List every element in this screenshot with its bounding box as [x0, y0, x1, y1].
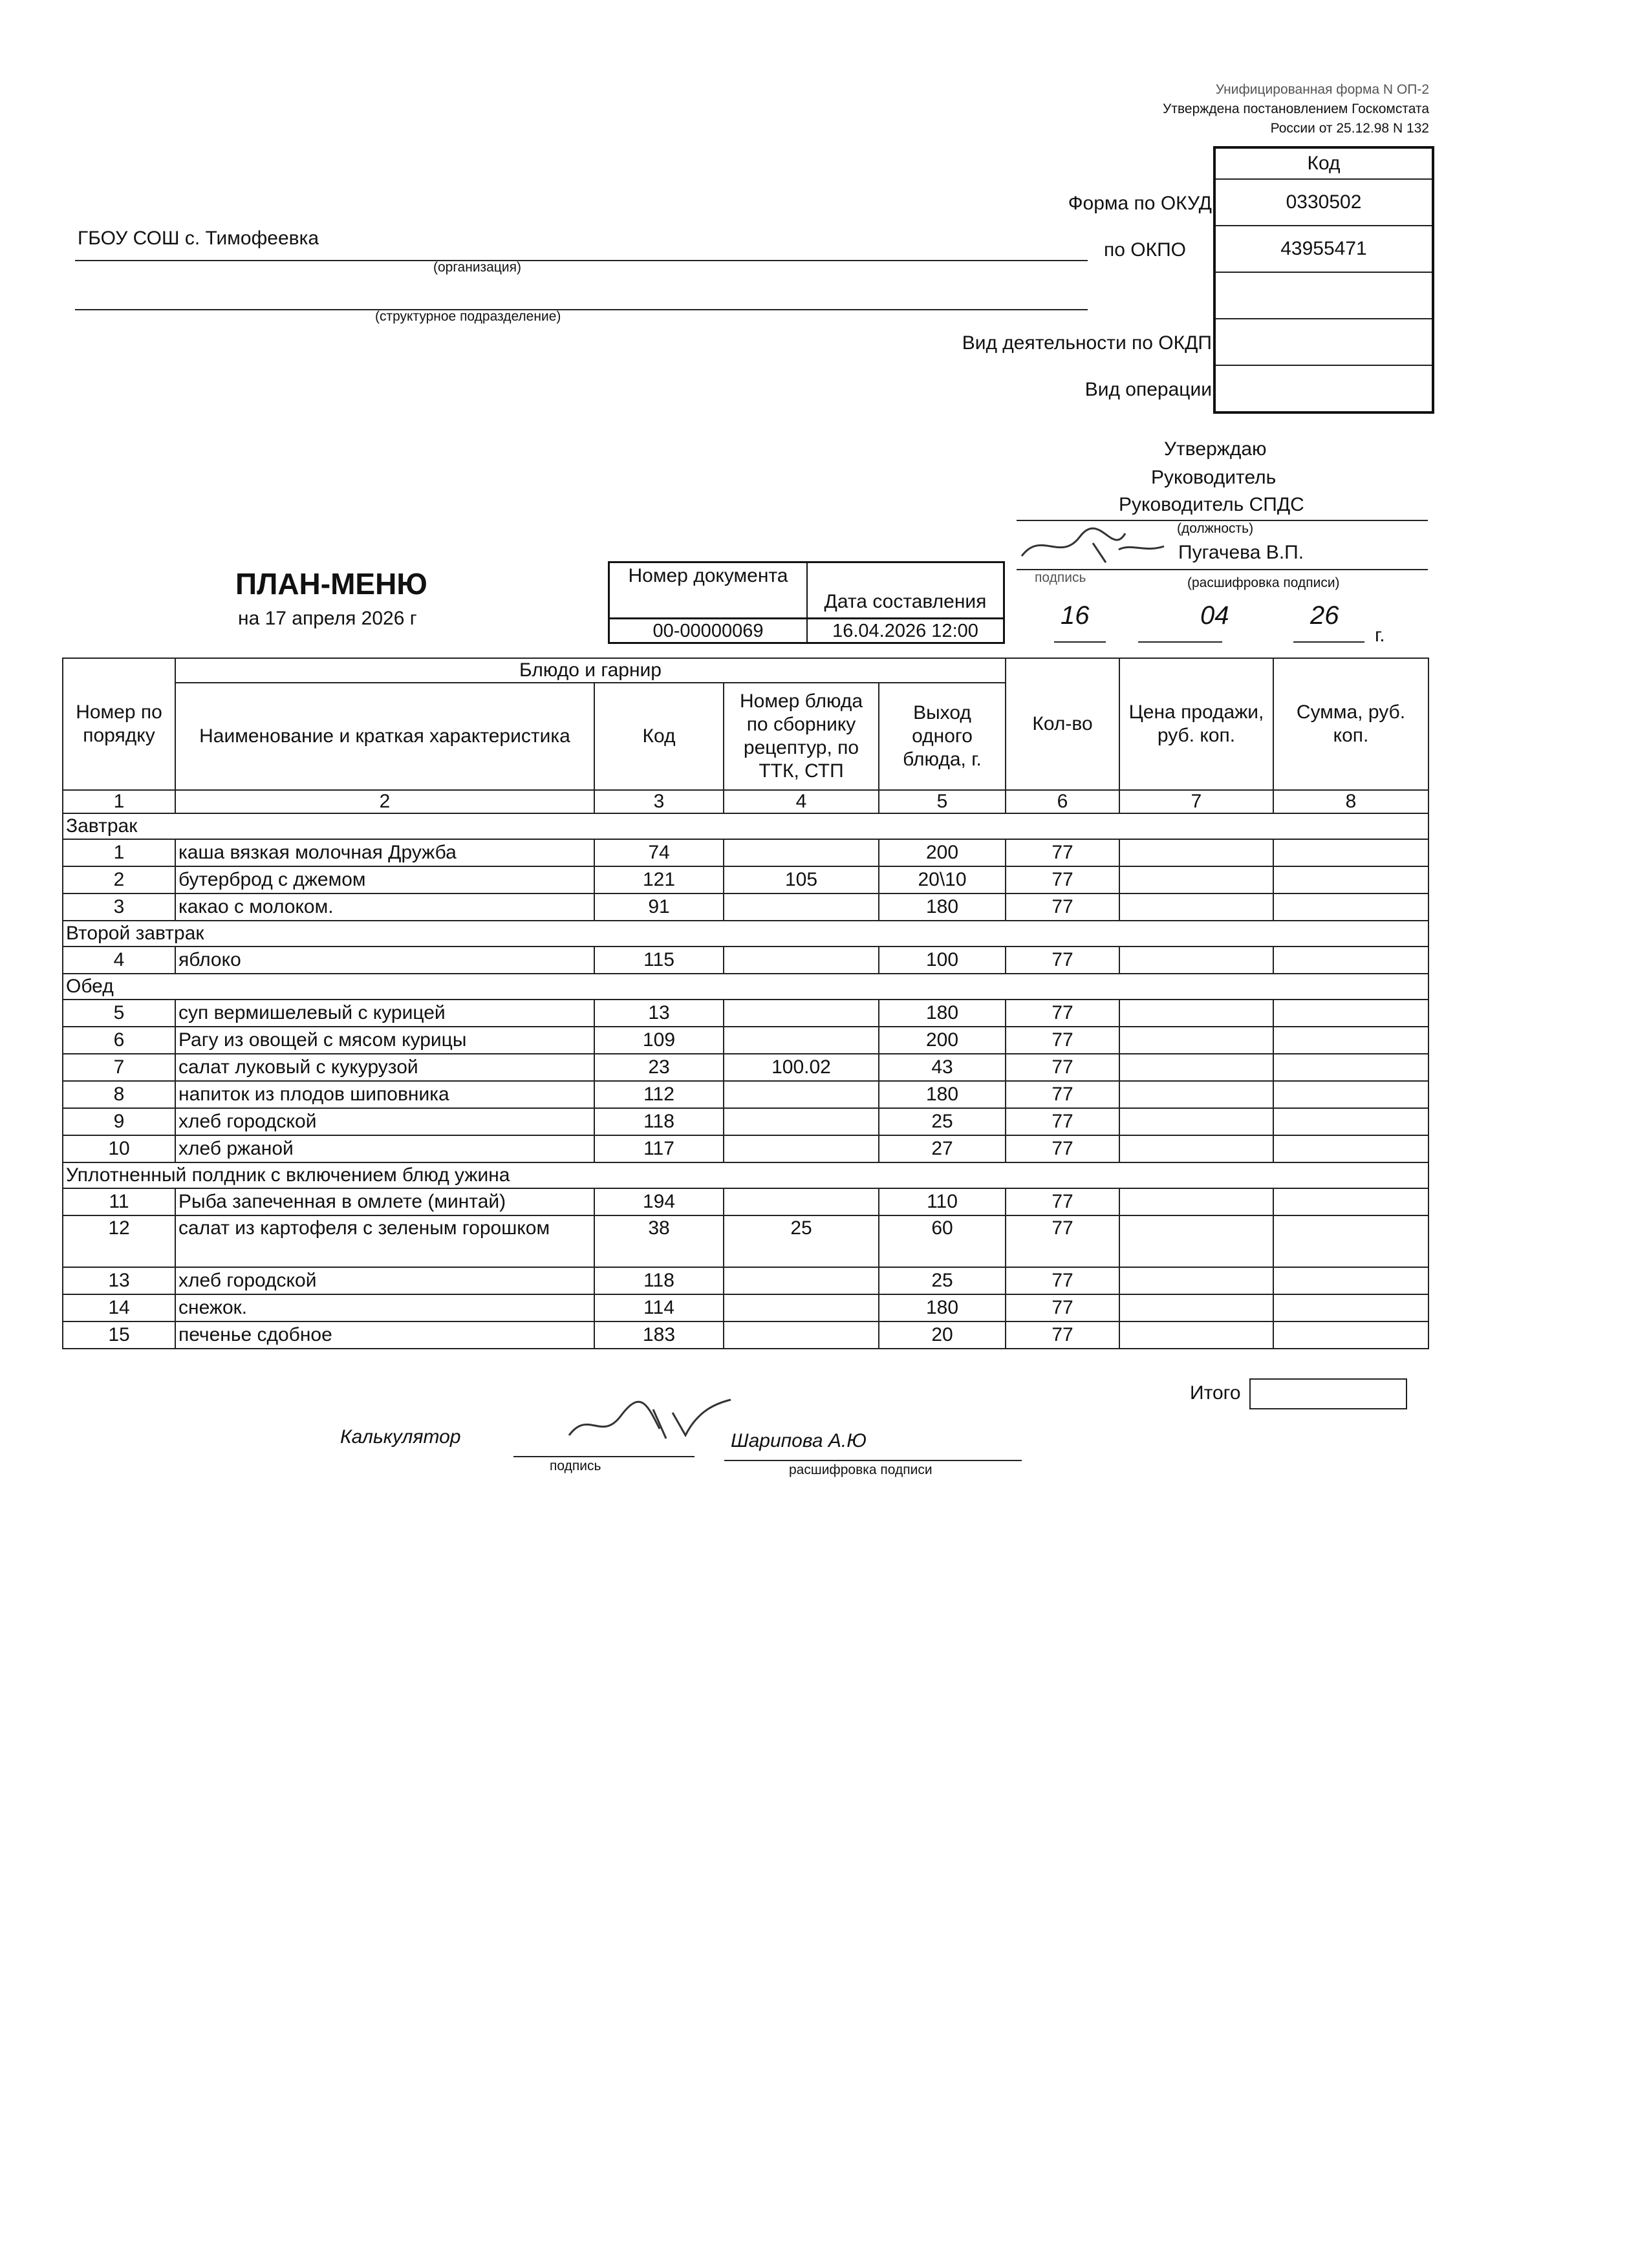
- sum-cell: [1273, 1135, 1428, 1162]
- recipe-number: 105: [724, 866, 879, 893]
- okdp-label: Вид деятельности по ОКДП: [962, 332, 1212, 354]
- column-index: 8: [1273, 790, 1428, 813]
- price-cell: [1119, 1081, 1273, 1108]
- recipe-number: [724, 1321, 879, 1349]
- price-cell: [1119, 1054, 1273, 1081]
- document-date-value: 16.04.2026 12:00: [808, 617, 1003, 644]
- dish-quantity: 77: [1006, 1081, 1119, 1108]
- approver-name: Пугачева В.П.: [1178, 542, 1304, 563]
- dish-yield: 20\10: [879, 866, 1006, 893]
- row-number: 2: [63, 866, 175, 893]
- approver-signature: [1015, 517, 1170, 569]
- section-title: Обед: [63, 974, 1428, 1000]
- table-row: [63, 1215, 1428, 1267]
- operation-code-cell: [1216, 365, 1432, 411]
- organization-name: ГБОУ СОШ с. Тимофеевка: [78, 228, 319, 249]
- column-index: 2: [175, 790, 594, 813]
- okud-code-value: 0330502: [1216, 178, 1432, 225]
- recipe-number: [724, 893, 879, 921]
- dish-name: суп вермишелевый с курицей: [175, 1000, 594, 1027]
- dish-yield: 25: [879, 1267, 1006, 1294]
- price-cell: [1119, 1108, 1273, 1135]
- col-sum-header: Сумма, руб. коп.: [1273, 658, 1428, 790]
- row-number: 5: [63, 1000, 175, 1027]
- column-index: 4: [724, 790, 879, 813]
- sum-cell: [1273, 1188, 1428, 1215]
- okpo-code-value: 43955471: [1216, 225, 1432, 272]
- table-row: [63, 866, 1428, 893]
- approve-label: Утверждаю: [1164, 438, 1267, 460]
- table-row: [63, 1027, 1428, 1054]
- section-row: [63, 974, 1428, 1000]
- price-cell: [1119, 1188, 1273, 1215]
- total-value-cell: [1249, 1378, 1407, 1409]
- dish-code: 109: [594, 1027, 724, 1054]
- okdp-code-cell: [1216, 318, 1432, 365]
- sum-cell: [1273, 1054, 1428, 1081]
- position-caption: (должность): [1177, 521, 1254, 536]
- col-recipe-header: Номер блюда по сборнику рецептур, по ТТК, СТП: [724, 683, 879, 790]
- dish-name: снежок.: [175, 1294, 594, 1321]
- recipe-number: [724, 1000, 879, 1027]
- column-index: 7: [1119, 790, 1273, 813]
- day-line: [1054, 641, 1106, 643]
- dish-yield: 180: [879, 1000, 1006, 1027]
- row-number: 1: [63, 839, 175, 866]
- sum-cell: [1273, 839, 1428, 866]
- dish-code: 183: [594, 1321, 724, 1349]
- approval-day: 16: [1061, 601, 1090, 630]
- table-row: [63, 1294, 1428, 1321]
- sum-cell: [1273, 1267, 1428, 1294]
- dish-name: напиток из плодов шиповника: [175, 1081, 594, 1108]
- table-row: [63, 1321, 1428, 1349]
- dish-quantity: 77: [1006, 1294, 1119, 1321]
- recipe-number: [724, 1294, 879, 1321]
- row-number: 11: [63, 1188, 175, 1215]
- row-number: 12: [63, 1215, 175, 1267]
- price-cell: [1119, 1027, 1273, 1054]
- dish-yield: 25: [879, 1108, 1006, 1135]
- document-date-label: Дата составления: [824, 591, 987, 612]
- row-number: 15: [63, 1321, 175, 1349]
- dish-code: 112: [594, 1081, 724, 1108]
- dish-code: 121: [594, 866, 724, 893]
- dish-code: 117: [594, 1135, 724, 1162]
- menu-table-body: [63, 813, 1428, 1349]
- menu-date: на 17 апреля 2026 г: [238, 608, 417, 629]
- recipe-number: 25: [724, 1215, 879, 1267]
- menu-table: [62, 658, 1429, 1349]
- row-number: 9: [63, 1108, 175, 1135]
- col-price-header: Цена продажи, руб. коп.: [1119, 658, 1273, 790]
- sum-cell: [1273, 1215, 1428, 1267]
- sum-cell: [1273, 1081, 1428, 1108]
- section-title: Завтрак: [63, 813, 1428, 839]
- dish-name: салат луковый с кукурузой: [175, 1054, 594, 1081]
- dish-name: хлеб городской: [175, 1267, 594, 1294]
- col-qty-header: Кол-во: [1006, 658, 1119, 790]
- price-cell: [1119, 1321, 1273, 1349]
- recipe-number: [724, 1081, 879, 1108]
- price-cell: [1119, 1267, 1273, 1294]
- dish-quantity: 77: [1006, 1135, 1119, 1162]
- year-line: [1293, 641, 1364, 643]
- dish-code: 114: [594, 1294, 724, 1321]
- subdivision-caption: (структурное подразделение): [375, 309, 561, 324]
- price-cell: [1119, 1135, 1273, 1162]
- section-title: Второй завтрак: [63, 921, 1428, 947]
- row-number: 14: [63, 1294, 175, 1321]
- organization-caption: (организация): [433, 260, 521, 275]
- sum-cell: [1273, 1000, 1428, 1027]
- dish-name: печенье сдобное: [175, 1321, 594, 1349]
- dish-name: какао с молоком.: [175, 893, 594, 921]
- column-index-row: [63, 790, 1428, 813]
- dish-yield: 110: [879, 1188, 1006, 1215]
- dish-yield: 100: [879, 947, 1006, 974]
- sum-cell: [1273, 893, 1428, 921]
- recipe-number: [724, 839, 879, 866]
- column-index: 1: [63, 790, 175, 813]
- table-row: [63, 893, 1428, 921]
- approval-year: 26: [1310, 601, 1339, 630]
- sum-cell: [1273, 1027, 1428, 1054]
- dish-quantity: 77: [1006, 1267, 1119, 1294]
- page-title: ПЛАН-МЕНЮ: [235, 567, 427, 601]
- dish-name: Рагу из овощей с мясом курицы: [175, 1027, 594, 1054]
- dish-code: 118: [594, 1267, 724, 1294]
- name-caption: (расшифровка подписи): [1187, 575, 1340, 590]
- dish-quantity: 77: [1006, 1215, 1119, 1267]
- dish-code: 13: [594, 1000, 724, 1027]
- dish-name: хлеб городской: [175, 1108, 594, 1135]
- calculator-name: Шарипова А.Ю: [731, 1430, 867, 1451]
- form-approval-line: Утверждена постановлением Госкомстата: [1163, 102, 1429, 116]
- dish-yield: 27: [879, 1135, 1006, 1162]
- dish-code: 194: [594, 1188, 724, 1215]
- total-label: Итого: [1190, 1382, 1241, 1404]
- organization-line: [75, 260, 1088, 261]
- table-row: [63, 839, 1428, 866]
- table-row: [63, 1188, 1428, 1215]
- price-cell: [1119, 1215, 1273, 1267]
- recipe-number: [724, 1135, 879, 1162]
- operation-label: Вид операции: [1084, 379, 1212, 400]
- dish-yield: 20: [879, 1321, 1006, 1349]
- code-header: Код: [1307, 153, 1341, 174]
- col-name-header: Наименование и краткая характеристика: [175, 683, 594, 790]
- table-row: [63, 1081, 1428, 1108]
- recipe-number: [724, 1188, 879, 1215]
- month-line: [1138, 641, 1222, 643]
- dish-name: Рыба запеченная в омлете (минтай): [175, 1188, 594, 1215]
- dish-quantity: 77: [1006, 866, 1119, 893]
- sum-cell: [1273, 1294, 1428, 1321]
- dish-quantity: 77: [1006, 839, 1119, 866]
- row-number: 6: [63, 1027, 175, 1054]
- row-number: 7: [63, 1054, 175, 1081]
- calculator-signature-line: [513, 1456, 695, 1457]
- price-cell: [1119, 1294, 1273, 1321]
- document-number-value: 00-00000069: [610, 617, 806, 644]
- calculator-signature-caption: подпись: [550, 1459, 601, 1473]
- dish-yield: 200: [879, 839, 1006, 866]
- form-approval-line: России от 25.12.98 N 132: [1270, 121, 1429, 136]
- dish-quantity: 77: [1006, 1027, 1119, 1054]
- col-yield-header: Выход одного блюда, г.: [879, 683, 1006, 790]
- table-row: [63, 947, 1428, 974]
- approval-month: 04: [1200, 601, 1229, 630]
- dish-group-header: Блюдо и гарнир: [175, 658, 1006, 683]
- calculator-label: Калькулятор: [340, 1426, 461, 1448]
- section-row: [63, 1162, 1428, 1188]
- table-row: [63, 1108, 1428, 1135]
- price-cell: [1119, 866, 1273, 893]
- col-code-header: Код: [594, 683, 724, 790]
- dish-quantity: 77: [1006, 1000, 1119, 1027]
- document-number-box: [608, 561, 1005, 644]
- row-number: 4: [63, 947, 175, 974]
- okpo-label: по ОКПО: [1104, 239, 1186, 261]
- dish-name: каша вязкая молочная Дружба: [175, 839, 594, 866]
- row-number: 13: [63, 1267, 175, 1294]
- price-cell: [1119, 839, 1273, 866]
- dish-yield: 200: [879, 1027, 1006, 1054]
- col-order-header: Номер по порядку: [63, 658, 175, 790]
- subdivision-line: [75, 309, 1088, 310]
- dish-yield: 180: [879, 1294, 1006, 1321]
- dish-quantity: 77: [1006, 1108, 1119, 1135]
- dish-name: хлеб ржаной: [175, 1135, 594, 1162]
- dish-yield: 43: [879, 1054, 1006, 1081]
- recipe-number: [724, 1267, 879, 1294]
- table-row: [63, 1054, 1428, 1081]
- price-cell: [1119, 893, 1273, 921]
- form-approval-note: [1163, 80, 1429, 138]
- code-box: [1213, 146, 1434, 414]
- price-cell: [1119, 1000, 1273, 1027]
- dish-quantity: 77: [1006, 893, 1119, 921]
- dish-yield: 60: [879, 1215, 1006, 1267]
- section-title: Уплотненный полдник с включением блюд ужина: [63, 1162, 1428, 1188]
- dish-code: 91: [594, 893, 724, 921]
- recipe-number: [724, 1108, 879, 1135]
- document-number-label: Номер документа: [628, 565, 788, 586]
- column-index: 6: [1006, 790, 1119, 813]
- dish-name: бутерброд с джемом: [175, 866, 594, 893]
- table-row: [63, 1135, 1428, 1162]
- dish-quantity: 77: [1006, 947, 1119, 974]
- dish-yield: 180: [879, 1081, 1006, 1108]
- recipe-number: [724, 1027, 879, 1054]
- sum-cell: [1273, 947, 1428, 974]
- table-row: [63, 1267, 1428, 1294]
- recipe-number: [724, 947, 879, 974]
- dish-code: 115: [594, 947, 724, 974]
- table-row: [63, 1000, 1428, 1027]
- section-row: [63, 813, 1428, 839]
- column-index: 3: [594, 790, 724, 813]
- dish-quantity: 77: [1006, 1321, 1119, 1349]
- dish-code: 23: [594, 1054, 724, 1081]
- row-number: 8: [63, 1081, 175, 1108]
- signature-caption: подпись: [1035, 570, 1086, 585]
- year-suffix: г.: [1375, 625, 1385, 646]
- okud-label: Форма по ОКУД: [1068, 193, 1212, 214]
- calculator-signature: [556, 1390, 737, 1448]
- recipe-number: 100.02: [724, 1054, 879, 1081]
- calculator-name-line: [724, 1460, 1022, 1461]
- dish-quantity: 77: [1006, 1188, 1119, 1215]
- form-approval-line: Унифицированная форма N ОП-2: [1215, 82, 1429, 97]
- sum-cell: [1273, 1321, 1428, 1349]
- dish-yield: 180: [879, 893, 1006, 921]
- dish-quantity: 77: [1006, 1054, 1119, 1081]
- approver-position: Руководитель СПДС: [1119, 494, 1304, 515]
- column-index: 5: [879, 790, 1006, 813]
- price-cell: [1119, 947, 1273, 974]
- subdivision-code-cell: [1216, 272, 1432, 318]
- row-number: 10: [63, 1135, 175, 1162]
- dish-name: салат из картофеля с зеленым горошком: [175, 1215, 594, 1267]
- dish-code: 38: [594, 1215, 724, 1267]
- dish-code: 118: [594, 1108, 724, 1135]
- dish-code: 74: [594, 839, 724, 866]
- row-number: 3: [63, 893, 175, 921]
- section-row: [63, 921, 1428, 947]
- dish-name: яблоко: [175, 947, 594, 974]
- sum-cell: [1273, 1108, 1428, 1135]
- calculator-name-caption: расшифровка подписи: [789, 1462, 932, 1477]
- sum-cell: [1273, 866, 1428, 893]
- head-label: Руководитель: [1151, 467, 1277, 488]
